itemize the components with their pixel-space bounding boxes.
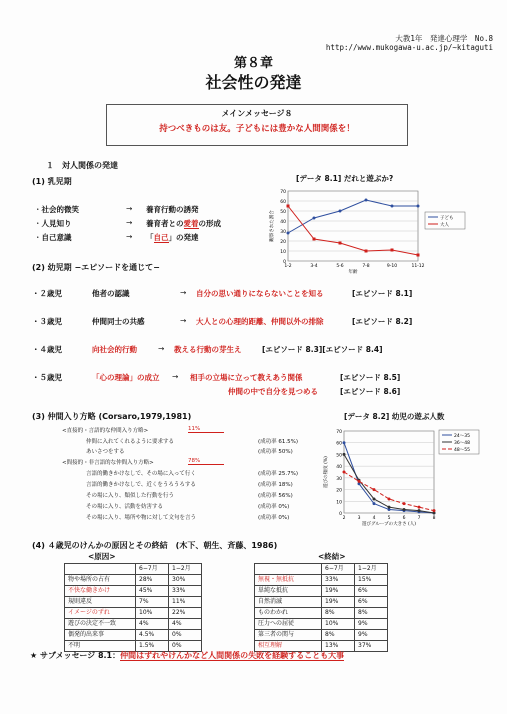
y-tick-label: 30 [280,230,286,235]
main-message-box [106,104,408,146]
strategy-item: あいさつをする [86,449,125,455]
child-title: (2) 幼児期 −エピソードを通じて− [32,263,160,272]
data-point [313,217,316,220]
sub-message-text: 仲間はずれやけんかなど人間関係の失敗を経験することも大事 [120,651,345,660]
legend-label: 子ども [440,216,454,221]
arrow-icon: → [126,218,133,227]
data-point [287,232,290,235]
strategy-item: 仲間に入れてくれるように要求する [86,439,175,445]
infant-item: ・自己意識 [34,233,72,242]
x-axis-label: 遊びグループの大きさ (人) [361,522,417,527]
section4-title: (4) ４歳児のけんかの原因とその終結 (木下、朝生、斉藤、1986) [32,541,278,550]
y-axis-label: 観察された割合 [270,210,275,242]
strategy-group-label: <直接的・言語的な仲間入り方略> [62,428,149,434]
table-row: 単純な抵抗 19% 6% [255,586,388,597]
chart-play-group-size [322,421,482,529]
y-tick-label: 60 [280,200,286,205]
sub-message: ★ サブメッセージ 8.1：仲間はずれやけんかなど人間関係の失敗を経験することも大事 [30,651,345,660]
y-tick-label: 20 [336,488,342,494]
data-point [343,453,346,456]
x-axis-label: 年齢 [348,270,358,275]
y-tick-label: 10 [336,500,342,506]
table-row: 相互理解 13% 37% [255,641,388,652]
x-tick-label: 3-4 [310,264,318,269]
episode-ref: [エピソード 8.1] [352,289,413,298]
y-tick-label: 40 [336,465,342,471]
data-point [373,502,376,505]
chapter-number: 第８章 [233,56,273,71]
cause-title: <原因> [88,552,116,561]
infant-item-result: 養育者との愛着の形成 [146,219,221,228]
main-message-label: メインメッセージ８ [221,109,293,118]
section1-title: １ 対人関係の発達 [46,161,118,170]
y-tick-label: 50 [280,210,286,215]
age-label: ・３歳児 [32,317,62,326]
table-row: 6−7月 1−2月 [65,564,202,575]
table-row: イメージのずれ 10% 22% [65,608,202,619]
x-tick-label: 2 [342,516,346,521]
episode-ref-2: [エピソード 8.6] [340,387,401,396]
table-row: 遊びの決定不一致 4% 4% [65,619,202,630]
infant-item-result: 「自己」の発達 [146,233,199,242]
episode-result: 教える行動の芽生え [174,345,242,354]
data-point [358,480,361,483]
series-line [288,206,418,255]
data-point [339,210,342,213]
x-tick-label: 1-2 [284,264,292,269]
chapter-title: 社会性の発達 [205,73,302,92]
data-point [343,441,346,444]
episode-term: 「心の理論」の成立 [92,373,160,382]
x-tick-label: 6 [402,516,406,521]
age-label: ・４歳児 [32,345,62,354]
series-line [288,200,418,233]
episode-result: 自分の思い通りにならないことを知る [196,289,324,298]
legend-label: 大人 [440,223,449,228]
strategy-item: 言語的働きかけなしで、その場に入って行く [86,471,196,477]
episode-term: 仲間同士の共感 [92,317,145,326]
data-point [418,509,421,512]
url-header: http://www.mukogawa-u.ac.jp/~kitaguti [325,43,493,52]
table-row: 規則違反 7% 11% [65,597,202,608]
table-row: 不快な働きかけ 45% 33% [65,586,202,597]
data-point [373,497,376,500]
data-point [433,509,436,512]
arrow-icon: → [126,232,133,241]
table-row: 自然消滅 19% 6% [255,597,388,608]
data-point [403,508,406,511]
legend-label: 36〜48 [454,441,470,446]
x-tick-label: 8 [432,516,436,521]
episode-term: 向社会的行動 [92,345,137,354]
strategy-item: その場に入り、活動を妨害する [86,504,164,510]
arrow-icon: → [172,372,179,381]
infant-item-result: 養育行動の誘発 [146,205,199,214]
strategy-rate: (成功率 0%) [258,504,290,510]
x-tick-label: 7 [417,516,421,521]
data-point [287,205,290,208]
arrow-icon: → [158,344,165,353]
section3-title: (3) 仲間入り方略 (Corsaro,1979,1981) [32,412,192,421]
y-axis-label: 遊びの頻度 (%) [324,456,329,488]
main-message-text: 持つべきものは友。子どもには豊かな人間関係を！ [159,124,355,134]
x-tick-label: 5-6 [336,264,344,269]
strategy-rate: (成功率 50%) [258,449,293,455]
age-label: ・２歳児 [32,289,62,298]
table-row: 物や場所の占有 28% 30% [65,575,202,586]
star-icon: ★ [30,651,38,660]
x-tick-label: 7-8 [362,264,370,269]
table-row: 無視・無抵抗 33% 15% [255,575,388,586]
table-row: 6−7月 1−2月 [255,564,388,575]
strategy-item: 言語的働きかけなしで、近くをうろうろする [86,482,196,488]
age-label: ・５歳児 [32,373,62,382]
arrow-icon: → [126,204,133,213]
legend-label: 48〜55 [454,448,470,453]
infant-item: ・社会的微笑 [34,205,79,214]
data-point [373,488,376,491]
end-title: <終結> [318,552,346,561]
strategy-rate: (成功率 0%) [258,515,290,521]
y-tick-label: 0 [283,260,286,265]
data-point [365,250,368,253]
data-point [391,249,394,252]
end-table [254,563,388,652]
data-point [417,205,420,208]
data-point [417,254,420,257]
x-tick-label: 11-12 [411,264,425,269]
legend-label: 24〜35 [454,434,470,439]
episode-result: 相手の立場に立って教えあう関係 [190,373,303,382]
table-row: 圧力への屈従 10% 9% [255,619,388,630]
arrow-icon: → [180,316,187,325]
data-point [313,238,316,241]
x-tick-label: 9-10 [386,264,398,269]
y-tick-label: 60 [336,441,342,447]
strategy-group-pct: 11% [188,426,224,433]
plot-frame [288,191,418,261]
strategy-rate: (成功率 18%) [258,482,293,488]
course-header: 大教1年 発達心理学 No.8 [395,34,493,43]
arrow-icon: → [180,288,187,297]
x-tick-label: 4 [372,516,376,521]
episode-ref: [エピソード 8.2] [352,317,413,326]
episode-result-2: 仲間の中で自分を見つめる [228,387,318,396]
y-tick-label: 70 [280,190,286,195]
strategy-rate: (成功率 61.5%) [258,439,299,445]
data-point [343,471,346,474]
x-tick-label: 5 [387,516,391,521]
y-tick-label: 50 [336,453,342,459]
episode-ref: [エピソード 8.5] [340,373,401,382]
episode-term: 他者の認識 [92,289,130,298]
data-point [418,506,421,509]
y-tick-label: 20 [280,240,286,245]
strategy-rate: (成功率 25.7%) [258,471,299,477]
strategy-item: その場に入り、類似した行動を行う [86,493,175,499]
data-point [391,205,394,208]
data-point [388,497,391,500]
table-row: 偶発的出来事 4.5% 0% [65,630,202,641]
data-point [403,502,406,505]
cause-table [64,563,202,652]
chart-who-plays-with [268,183,478,283]
data-point [365,199,368,202]
chart2-title: [データ 8.2] 幼児の遊ぶ人数 [344,412,445,421]
strategy-rate: (成功率 56%) [258,493,293,499]
episode-result: 大人との心理的距離、仲間以外の排除 [196,317,324,326]
y-tick-label: 0 [339,512,342,517]
y-tick-label: 40 [280,220,286,225]
infant-title: (1) 乳児期 [32,177,72,186]
y-tick-label: 70 [336,430,342,435]
data-point [339,242,342,245]
y-tick-label: 10 [280,250,286,255]
table-row: 第三者の関与 8% 9% [255,630,388,641]
y-tick-label: 30 [336,476,342,482]
data-point [388,506,391,509]
episode-ref: [エピソード 8.3][エピソード 8.4] [262,345,383,354]
plot-frame [344,431,434,513]
table-row: 不明 1.5% 0% [65,641,202,652]
table-row: ものわかれ 8% 8% [255,608,388,619]
strategy-group-label: <間接的・非言語的な仲間入り方略> [62,460,154,466]
infant-item: ・人見知り [34,219,72,228]
x-tick-label: 3 [357,516,361,521]
strategy-group-pct: 78% [188,458,224,465]
strategy-item: その場に入り、場所や物に対して文句を言う [86,515,197,521]
chart1-title: [データ 8.1] だれと遊ぶか? [296,174,394,183]
